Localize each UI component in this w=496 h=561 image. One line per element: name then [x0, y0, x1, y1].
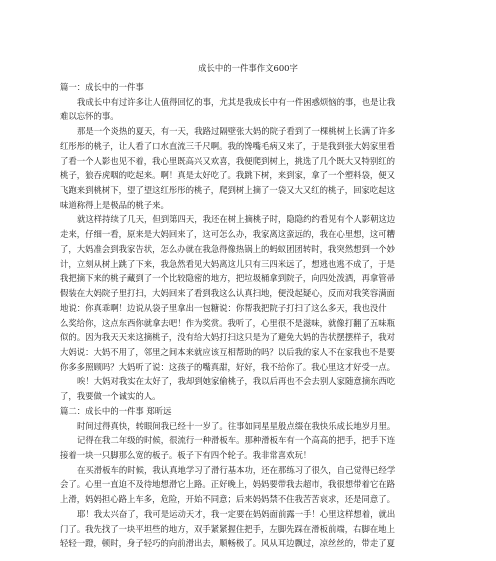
text-line: 地说：你真乖啊！边说从袋子里拿出一包糖说：你帮我把院子打扫了这么多天，我也没什 — [60, 302, 387, 313]
text-line: 味道称得上是极品的桃子来。 — [60, 199, 169, 210]
text-line: 我成长中有过许多让人值得回忆的事，尤其是我成长中有一件困惑烦恼的事，也是让我 — [77, 96, 396, 107]
text-line: 会了。心里一直迫不及待地想滑它上路。正好晚上，妈妈要带我去超市，我很想带着它在路 — [60, 479, 395, 490]
text-line: 你多多照顾吗？大妈听了说：这孩子的嘴真甜，好好，我不给你了。我心里这才好受一点。 — [60, 361, 395, 372]
text-line: 就这样持续了几天，但到第四天，我还在树上摘桃子时，隐隐约约看见有个人影朝这边 — [77, 214, 396, 225]
text-line: 时间过得真快，转眼间我已经十一岁了。往事如同星星般点缀在我快乐成长地岁月里。 — [77, 420, 396, 431]
text-line: 记得在我二年级的时候，很流行一种滑板车。那种滑板车有一个高高的把手，把手下连 — [77, 435, 396, 446]
text-line: 接着一块一只脚那么宽的板子。板子下有四个轮子。我非常喜欢玩！ — [60, 449, 312, 460]
text-line: 那是一个炎热的夏天，有一天，我路过隔壁张大妈的院子看到了一棵桃树上长满了许多 — [77, 126, 396, 137]
document-body — [60, 80, 434, 551]
text-line: 似的。因为我天天来这摘桃子，没有给大妈打扫这只是为了避免大妈的告状摆摆样子，我对 — [60, 332, 395, 343]
text-line: 上滑，妈妈担心路上车多，危险，开始不同意；后来妈妈禁不住我苦苦哀求，还是同意了。 — [60, 494, 395, 505]
text-line: 走来，仔细一看，原来是大妈回来了，这可怎么办，我家离这蛮远的，我在心里想，这可糟 — [60, 229, 395, 240]
section-heading: 篇二：成长中的一件事 郑昕远 — [60, 405, 172, 416]
text-line: 桃子，狼吞虎咽的吃起来。啊！真是太好吃了。我跳下树，来到家，拿了一个塑料袋，便又 — [60, 170, 395, 181]
text-line: 轻轻一蹬，顿时，身子轻巧的向前滑出去，顺畅极了。风从耳边飘过，凉丝丝的，带走了夏 — [60, 538, 395, 549]
text-line: 唉！大妈对我实在太好了，我却到她家偷桃子，我以后再也不会去别人家随意摘东西吃 — [77, 376, 396, 387]
text-line: 耶！我太兴奋了，我可是运动天才，我一定要在妈妈面前露一手！心里这样想着，就出 — [77, 508, 396, 519]
text-line: 我把摘下来的桃子藏到了一个比较隐密的地方，把垃圾桶拿到院子，向四处泼洒，再拿管帚 — [60, 273, 395, 284]
document-title: 成长中的一件事作文600字 — [198, 63, 298, 73]
text-line: 了，我要做一个诚实的人。 — [60, 391, 161, 402]
text-line: 么奖给你，这点东西你就拿去吧！作为奖赏。我听了，心里很不是滋味，就像打翻了五味瓶 — [60, 317, 395, 328]
text-line: 飞跑来到桃树下，望了望这红彤彤的桃子，爬到树上摘了一袋又大又红的桃子，回家吃起这 — [60, 185, 395, 196]
text-line: 假装在大妈院子里打扫，大妈回来了看到我这么认真扫地，便没起疑心，反而对我笑容满面 — [60, 288, 395, 299]
text-line: 了，大妈准会到我家告状，怎么办就在我急得像热锅上的蚂蚁团团转时，我突然想到一个妙 — [60, 243, 395, 254]
text-line: 大妈说：大妈不用了，邻里之间本来就应该互相帮助的吗？以后我的家人不在家我也不是要 — [60, 346, 395, 357]
text-line: 在买滑板车的时候，我认真地学习了滑行基本功，还在那练习了很久，自己觉得已经学 — [77, 464, 396, 475]
text-line: 门了。我先找了一块平坦些的地方，双手紧紧握住把手，左脚先踩在滑板前端，右脚在地上 — [60, 523, 395, 534]
text-line: 计，立刻从树上跳了下来，我急然看见大妈离这儿只有三四米远了，想逃也逃不成了，于是 — [60, 258, 395, 269]
section-heading: 篇一：成长中的一件事 — [60, 82, 144, 92]
text-line: 难以忘怀的事。 — [60, 111, 119, 122]
text-line: 红彤彤的桃子，让人看了口水直流三千尺啊。我的馋嘴毛病又来了，于是我到张大妈家里看 — [60, 140, 395, 151]
text-line: 了看一个人影也见不着，我心里既高兴又欢喜，我便爬到树上，挑选了几个既大又特别红的 — [60, 155, 395, 166]
